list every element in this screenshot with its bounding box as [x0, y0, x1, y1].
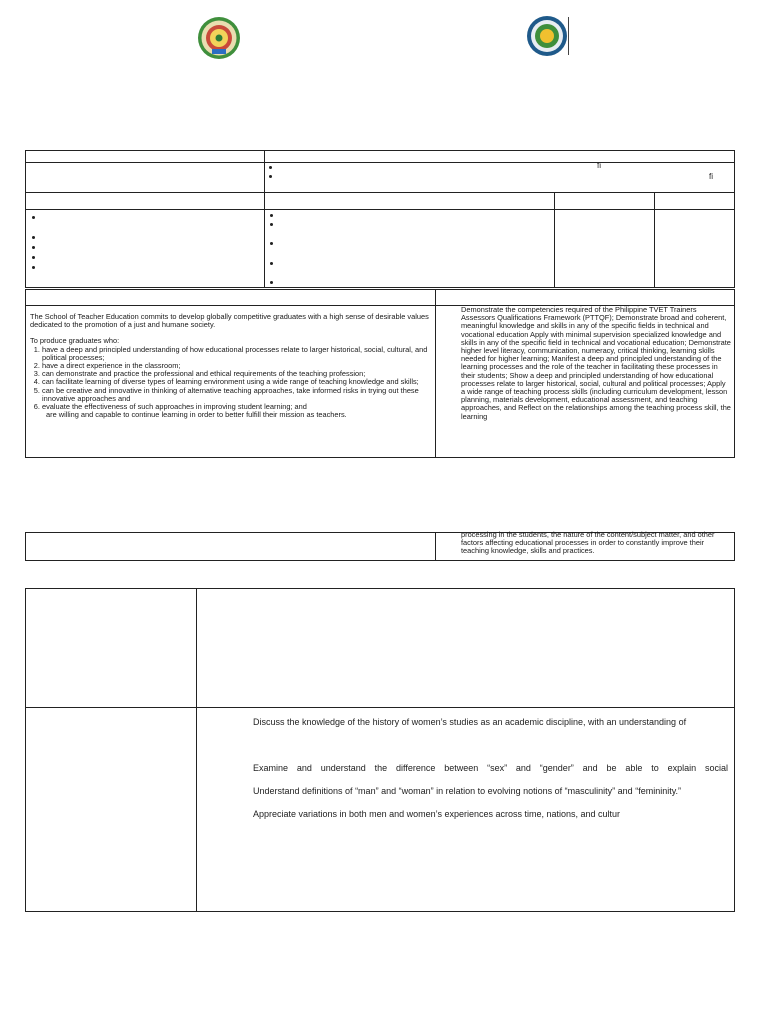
bullet-icon — [270, 262, 273, 265]
bullet-icon — [270, 242, 273, 245]
fi-glyph: fi — [709, 172, 713, 181]
bullet-icon — [269, 175, 272, 178]
bullet-icon — [270, 214, 273, 217]
goal-item: 2. have a direct experience in the classroom; — [42, 362, 432, 370]
bullet-icon — [32, 236, 35, 239]
produce-heading: To produce graduates who: — [30, 336, 120, 346]
bullet-icon — [32, 246, 35, 249]
program-outcomes-continued: processing in the students, the nature of the content/subject matter, and other factors affecting educational processes in order to constantly improve their teaching knowledge, skills and practices. — [461, 531, 715, 556]
top-info-table — [25, 150, 735, 288]
goals-list — [30, 346, 432, 412]
goal-item: 1. have a deep and principled understanding of how educational processes relate to larger historical, social, cultural, and political processes; — [42, 346, 432, 362]
vmgo-closing: are willing and capable to continue learning in order to better fulfill their mission as teachers. — [46, 410, 347, 420]
bullet-icon — [269, 166, 272, 169]
university-seal-logo — [196, 16, 242, 60]
course-table — [25, 588, 735, 912]
goal-item: 6. evaluate the effectiveness of such approaches in improving student learning; and — [42, 403, 432, 411]
goal-item: 5. can be creative and innovative in thinking of alternative teaching approaches, take informed risks in trying out these innovative approaches and — [42, 387, 432, 403]
goal-item: 3. can demonstrate and practice the professional and ethical requirements of the teaching profession; — [42, 370, 432, 378]
bullet-icon — [32, 266, 35, 269]
bullet-icon — [270, 223, 273, 226]
course-outcome-3: Understand definitions of “man” and “woman” in relation to evolving notions of “masculinity” and “femininity.” — [253, 786, 682, 796]
goal-item: 4. can facilitate learning of diverse types of learning environment using a wide range of teaching knowledge and skills; — [42, 378, 432, 386]
bullet-icon — [32, 256, 35, 259]
course-outcome-2: Examine and understand the difference between “sex” and “gender” and be able to explain social — [253, 763, 728, 773]
course-outcome-4: Appreciate variations in both men and women’s experiences across time, nations, and cultur — [253, 809, 621, 819]
vmgo-text — [30, 313, 432, 419]
program-outcomes-text: Demonstrate the competencies required of the Philippine TVET Trainers Assessors Qualifications Framework (PTTQF); Demonstrate broad and coherent, meaningful knowledge and skills in any of the specific fields in technical and vocational education Apply with minimal supervision specialized knowledge and skills in any of the specific field in technical and vocational education; Demonstrate higher level literacy, communication, numeracy, critical thinking, learning skills needed for higher learning; Manifest a deep and principled understanding of the learning processes and the role of the teacher in facilitating these processes in their students; Show a deep and principled understanding of how educational processes relate to larger historical, social, cultural and political processes; Apply a wide range of teaching process skills (including curriculum development, lesson planning, materials development, educational assessment, and teaching approaches, and Reflect on the relationships among the teaching process skill, the learning — [461, 306, 731, 421]
bullet-icon — [32, 216, 35, 219]
fi-glyph: fi — [597, 161, 601, 170]
course-outcome-1: Discuss the knowledge of the history of women’s studies as an academic discipline, with an understanding of — [253, 717, 687, 727]
vmgo-intro: The School of Teacher Education commits to develop globally competitive graduates with a high sense of desirable values dedicated to the promotion of a just and humane society. — [30, 312, 429, 330]
school-seal-logo — [525, 14, 571, 58]
bullet-icon — [270, 281, 273, 284]
